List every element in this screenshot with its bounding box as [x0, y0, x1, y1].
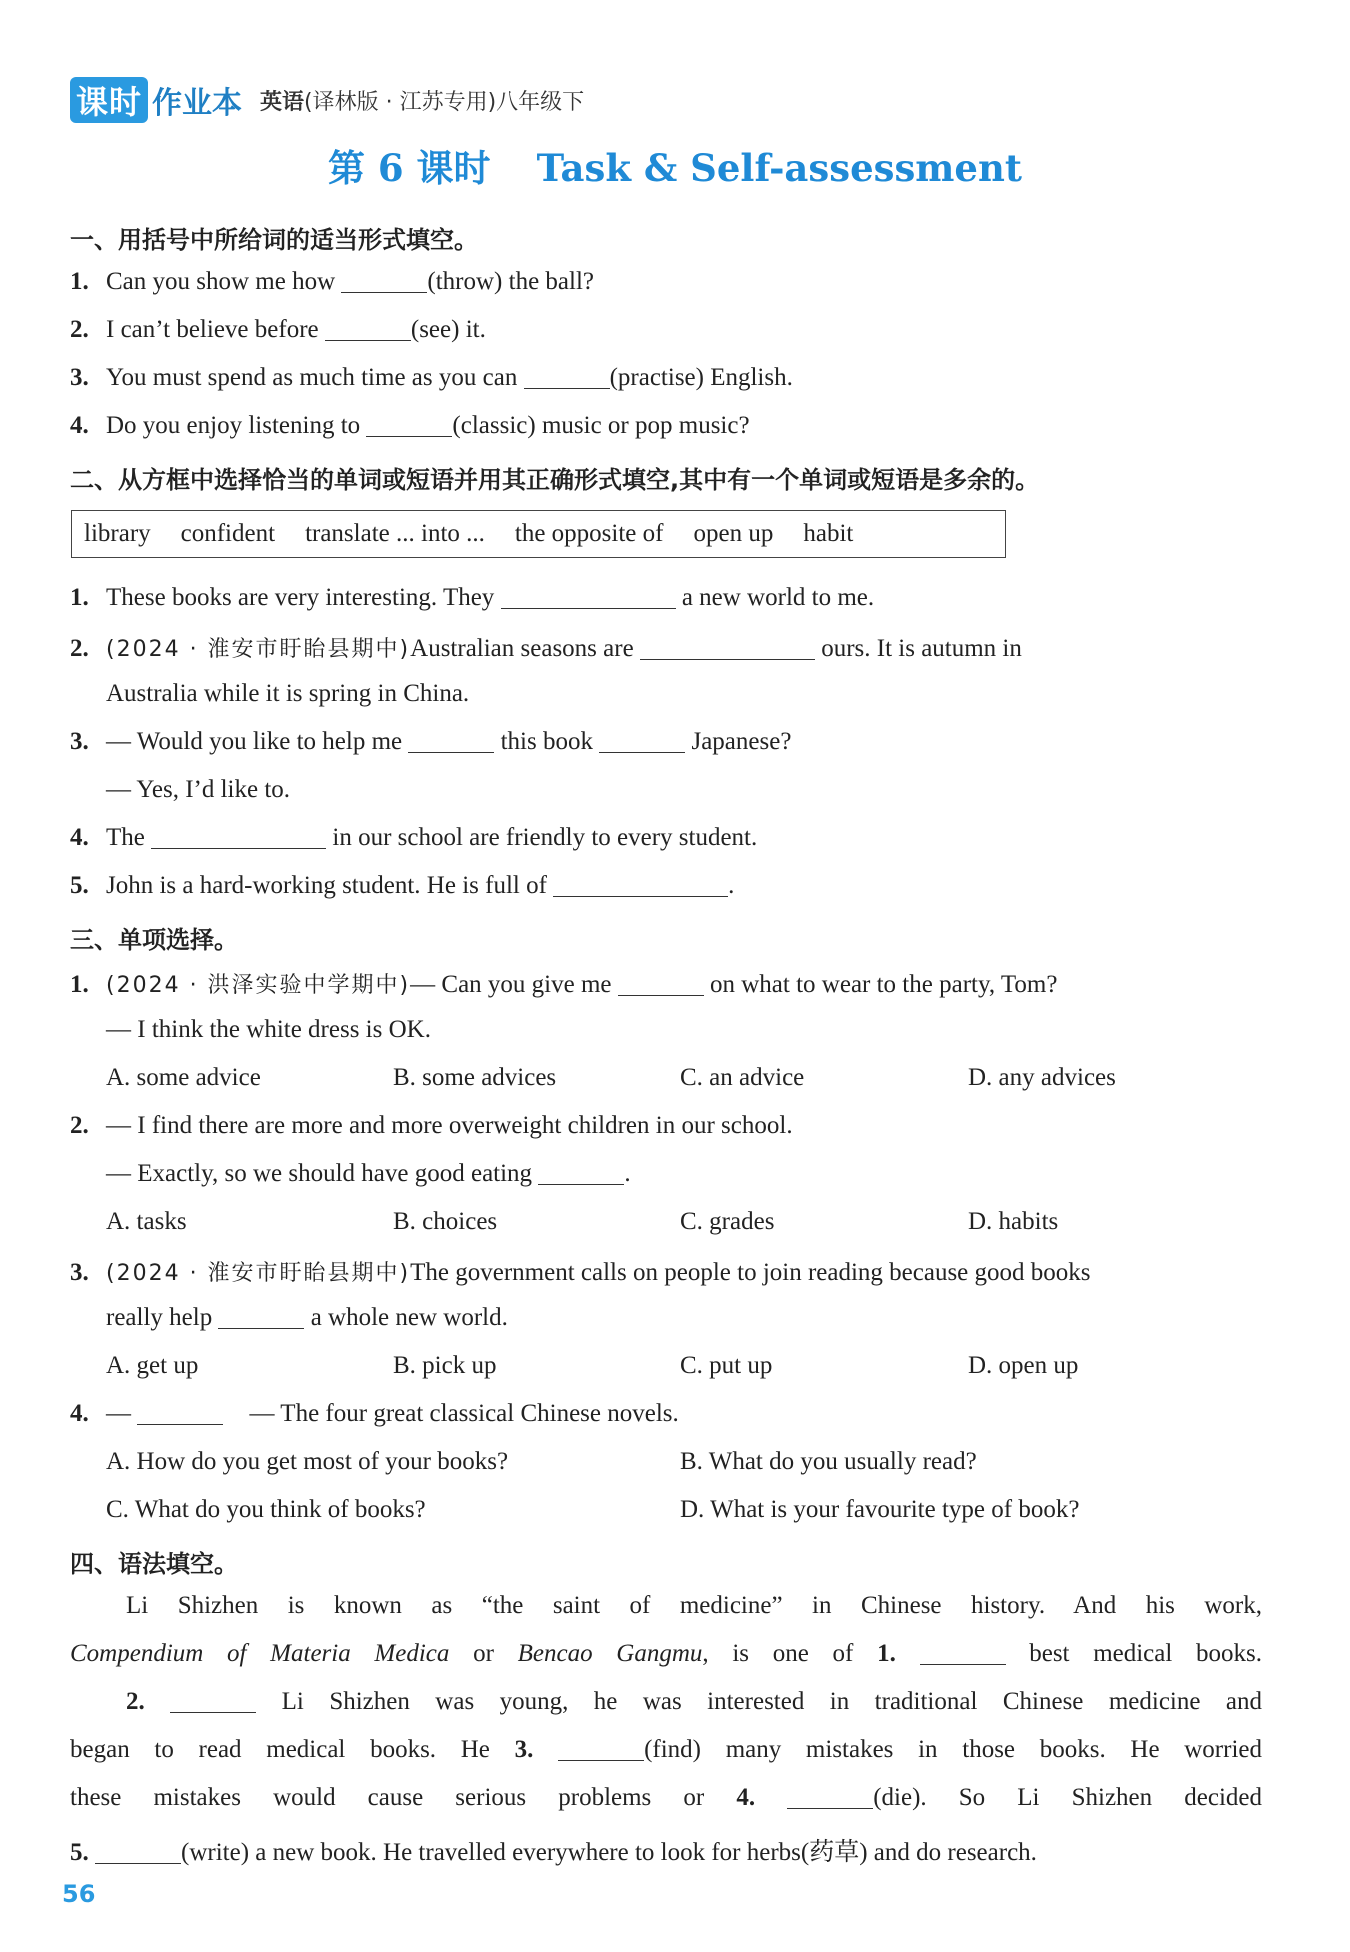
- s3-question-1: 1. (2024 · 洪泽实验中学期中)— Can you give me on what to wear to the party, Tom?: [70, 971, 1058, 998]
- answer-blank[interactable]: [920, 1640, 1006, 1665]
- answer-blank[interactable]: [341, 268, 427, 293]
- option-c[interactable]: C. put up: [680, 1352, 773, 1379]
- answer-blank[interactable]: [558, 1736, 644, 1761]
- option-c[interactable]: C. an advice: [680, 1064, 805, 1091]
- s1-question-1: 1. Can you show me how (throw) the ball?: [70, 268, 595, 295]
- answer-blank[interactable]: [640, 635, 815, 660]
- option-d[interactable]: D. habits: [968, 1208, 1059, 1235]
- word-box-item: confident: [180, 520, 276, 547]
- option-a[interactable]: A. get up: [106, 1352, 199, 1379]
- s1-question-2: 2. I can’t believe before (see) it.: [70, 316, 486, 343]
- word-box-item: habit: [803, 520, 854, 547]
- word-box-item: library: [84, 520, 151, 547]
- s2-question-5: 5. John is a hard-working student. He is full of .: [70, 872, 735, 899]
- option-b[interactable]: B. some advices: [393, 1064, 557, 1091]
- s2-question-2-cont: Australia while it is spring in China.: [106, 680, 470, 707]
- s3-question-1-reply: — I think the white dress is OK.: [106, 1016, 431, 1043]
- word-box-item: the opposite of: [514, 520, 664, 547]
- answer-blank[interactable]: [408, 728, 494, 753]
- option-b[interactable]: B. What do you usually read?: [680, 1448, 977, 1475]
- passage-line-6: 5. (write) a new book. He travelled everywhere to look for herbs(药草) and do research.: [70, 1839, 1037, 1866]
- s3-question-2-reply: — Exactly, so we should have good eating .: [106, 1160, 631, 1187]
- section-4-heading: 四、语法填空。: [70, 1550, 238, 1578]
- word-box-item: open up: [693, 520, 774, 547]
- answer-blank[interactable]: [366, 412, 452, 437]
- s2-question-2: 2. (2024 · 淮安市盱眙县期中)Australian seasons are ours. It is autumn in: [70, 635, 1022, 662]
- section-1-heading: 一、用括号中所给词的适当形式填空。: [70, 226, 478, 254]
- answer-blank[interactable]: [151, 824, 326, 849]
- option-c[interactable]: C. grades: [680, 1208, 775, 1235]
- section-3-heading: 三、单项选择。: [70, 926, 238, 954]
- page-number: 56: [62, 1880, 96, 1908]
- s1-question-4: 4. Do you enjoy listening to (classic) music or pop music?: [70, 412, 750, 439]
- answer-blank[interactable]: [137, 1400, 223, 1425]
- page-header: [70, 78, 584, 122]
- answer-blank[interactable]: [170, 1688, 256, 1713]
- answer-blank[interactable]: [524, 364, 610, 389]
- passage-line-5: these mistakes would cause serious problems or 4. (die). So Li Shizhen decided: [70, 1784, 1262, 1811]
- option-b[interactable]: B. pick up: [393, 1352, 497, 1379]
- word-box: [71, 510, 1006, 558]
- word-box-item: translate ... into ...: [305, 520, 485, 547]
- answer-blank[interactable]: [618, 971, 704, 996]
- option-a[interactable]: A. some advice: [106, 1064, 261, 1091]
- option-b[interactable]: B. choices: [393, 1208, 498, 1235]
- answer-blank[interactable]: [538, 1160, 624, 1185]
- s3-question-2: 2. — I find there are more and more overweight children in our school.: [70, 1112, 793, 1139]
- logo-mark: 课时: [70, 77, 148, 123]
- answer-blank[interactable]: [501, 584, 676, 609]
- s3-question-3: 3. (2024 · 淮安市盱眙县期中)The government calls on people to join reading because good books: [70, 1259, 1091, 1286]
- answer-blank[interactable]: [787, 1784, 873, 1809]
- s3-question-3-cont: really help a whole new world.: [106, 1304, 508, 1331]
- s2-question-1: 1. These books are very interesting. They a new world to me.: [70, 584, 875, 611]
- option-a[interactable]: A. tasks: [106, 1208, 187, 1235]
- option-d[interactable]: D. any advices: [968, 1064, 1116, 1091]
- header-subtitle: 英语(译林版 · 江苏专用)八年级下: [260, 89, 585, 115]
- answer-blank[interactable]: [218, 1304, 304, 1329]
- passage-line-3: 2. Li Shizhen was young, he was interested in traditional Chinese medicine and: [126, 1688, 1263, 1715]
- lesson-title: 第 6 课时 Task & Self-assessment: [328, 146, 1022, 190]
- logo-text: 作业本: [152, 86, 243, 121]
- option-a[interactable]: A. How do you get most of your books?: [106, 1448, 509, 1475]
- passage-line-4: began to read medical books. He 3. (find) many mistakes in those books. He worried: [70, 1736, 1263, 1763]
- s2-question-3: 3. — Would you like to help me this book Japanese?: [70, 728, 792, 755]
- s3-question-4: 4. — — The four great classical Chinese novels.: [70, 1400, 679, 1427]
- answer-blank[interactable]: [553, 872, 728, 897]
- passage-line-2: Compendium of Materia Medica or Bencao Gangmu, is one of 1. best medical books.: [70, 1640, 1262, 1667]
- answer-blank[interactable]: [325, 316, 411, 341]
- option-c[interactable]: C. What do you think of books?: [106, 1496, 426, 1523]
- s2-question-4: 4. The in our school are friendly to every student.: [70, 824, 758, 851]
- answer-blank[interactable]: [599, 728, 685, 753]
- answer-blank[interactable]: [95, 1839, 181, 1864]
- s2-question-3-reply: — Yes, I’d like to.: [106, 776, 291, 803]
- option-d[interactable]: D. What is your favourite type of book?: [680, 1496, 1080, 1523]
- option-d[interactable]: D. open up: [968, 1352, 1079, 1379]
- passage-line-1: Li Shizhen is known as “the saint of medicine” in Chinese history. And his work,: [126, 1592, 1262, 1619]
- s1-question-3: 3. You must spend as much time as you can (practise) English.: [70, 364, 793, 391]
- section-2-heading: 二、从方框中选择恰当的单词或短语并用其正确形式填空,其中有一个单词或短语是多余的。: [70, 466, 1040, 494]
